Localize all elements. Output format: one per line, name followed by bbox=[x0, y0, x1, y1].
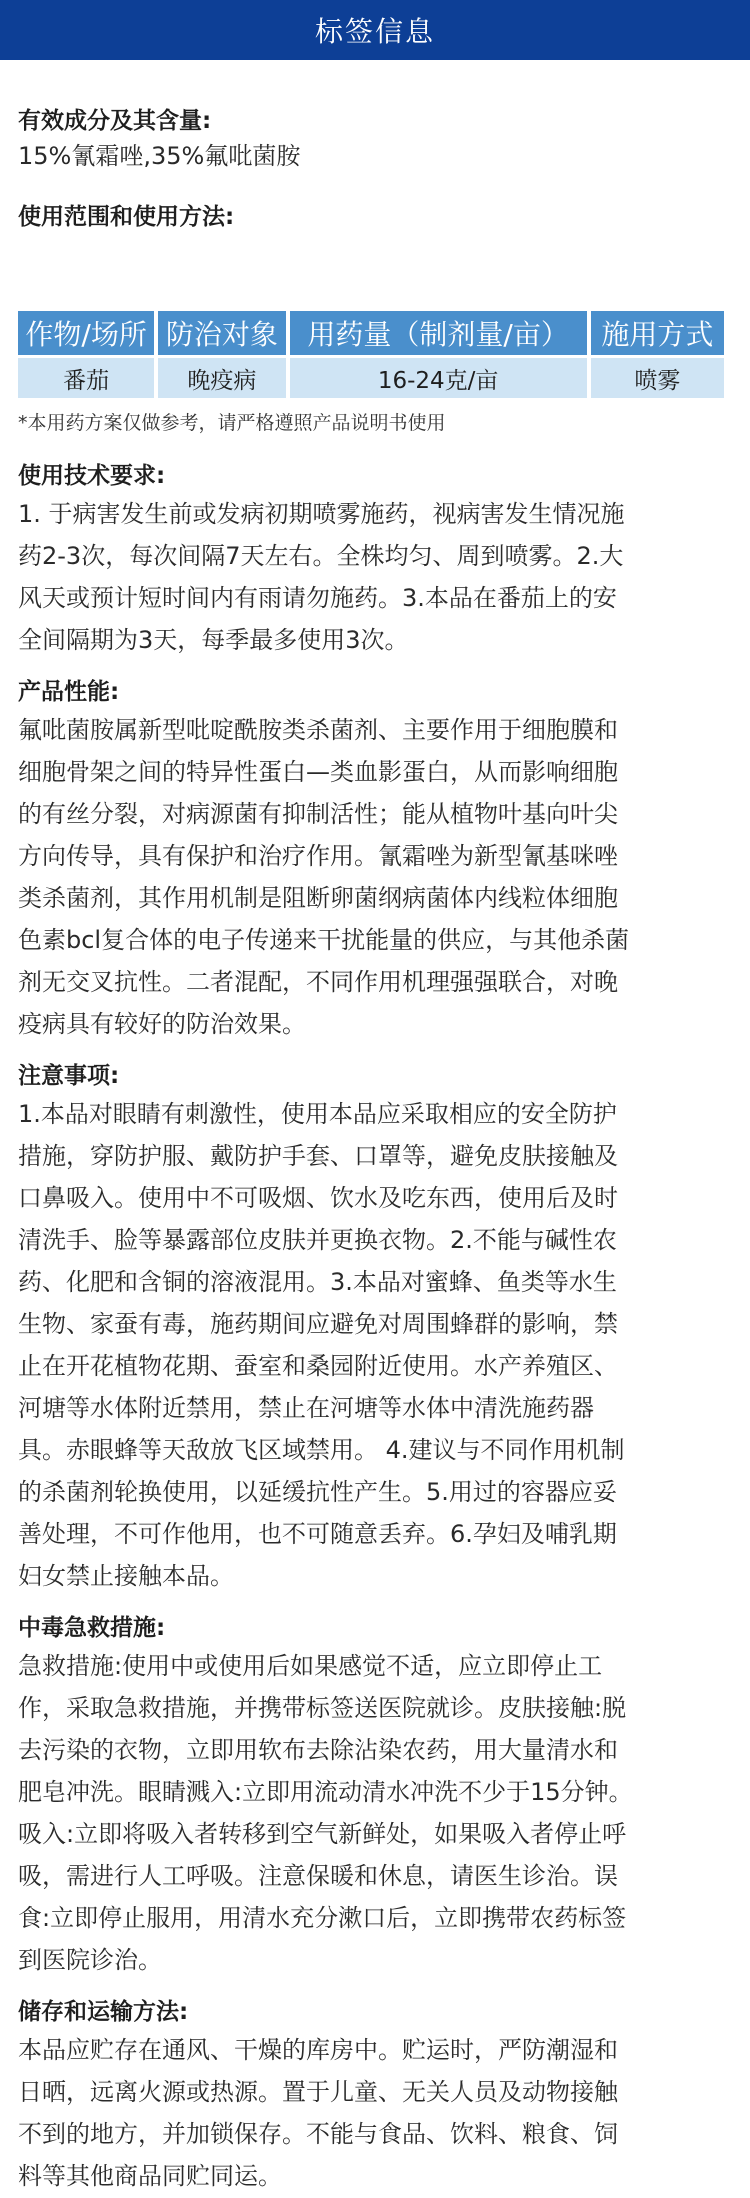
first-aid-title: 中毒急救措施: bbox=[18, 1615, 166, 1641]
first-aid-text bbox=[18, 1645, 732, 1981]
text-line: 具。赤眼蜂等天敌放飞区域禁用。 4.建议与不同作用机制 bbox=[18, 1436, 625, 1464]
text-line: 吸入:立即将吸入者转移到空气新鲜处，如果吸入者停止呼 bbox=[18, 1820, 627, 1848]
text-line: 口鼻吸入。使用中不可吸烟、饮水及吃东西，使用后及时 bbox=[18, 1184, 618, 1212]
technical-section bbox=[18, 459, 732, 661]
text-line: 色素bcl复合体的电子传递来干扰能量的供应，与其他杀菌 bbox=[18, 926, 630, 954]
usage-note: *本用药方案仅做参考，请严格遵照产品说明书使用 bbox=[18, 412, 446, 434]
text-line: 不到的地方，并加锁保存。不能与食品、饮料、粮食、饲 bbox=[18, 2120, 618, 2148]
text-line: 去污染的衣物，立即用软布去除沾染农药，用大量清水和 bbox=[18, 1736, 618, 1764]
text-line: 作，采取急救措施，并携带标签送医院就诊。皮肤接触:脱 bbox=[18, 1694, 627, 1722]
cell-dosage: 16-24克/亩 bbox=[290, 358, 587, 398]
dosage-table-header-row bbox=[18, 311, 724, 355]
performance-section bbox=[18, 675, 732, 1045]
text-line: 妇女禁止接触本品。 bbox=[18, 1562, 234, 1590]
page-title: 标签信息 bbox=[314, 15, 435, 48]
text-line: 措施，穿防护服、戴防护手套、口罩等，避免皮肤接触及 bbox=[18, 1142, 618, 1170]
label-content bbox=[0, 104, 750, 2197]
text-line: 类杀菌剂，其作用机制是阻断卵菌纲病菌体内线粒体细胞 bbox=[18, 884, 618, 912]
usage-section bbox=[18, 200, 732, 437]
text-line: 的杀菌剂轮换使用，以延缓抗性产生。5.用过的容器应妥 bbox=[18, 1478, 617, 1506]
text-line: 1. 于病害发生前或发病初期喷雾施药，视病害发生情况施 bbox=[18, 500, 625, 528]
cell-target: 晚疫病 bbox=[158, 358, 285, 398]
text-line: 细胞骨架之间的特异性蛋白—类血影蛋白，从而影响细胞 bbox=[18, 758, 618, 786]
text-line: 善处理，不可作他用，也不可随意丢弃。6.孕妇及哺乳期 bbox=[18, 1520, 617, 1548]
technical-title: 使用技术要求: bbox=[18, 463, 166, 489]
text-line: 方向传导，具有保护和治疗作用。氰霜唑为新型氰基咪唑 bbox=[18, 842, 618, 870]
text-line: 1.本品对眼睛有刺激性，使用本品应采取相应的安全防护 bbox=[18, 1100, 617, 1128]
technical-text bbox=[18, 493, 732, 661]
text-line: 河塘等水体附近禁用，禁止在河塘等水体中清洗施药器 bbox=[18, 1394, 594, 1422]
text-line: 吸，需进行人工呼吸。注意保暖和休息，请医生诊治。误 bbox=[18, 1862, 618, 1890]
cell-crop: 番茄 bbox=[18, 358, 154, 398]
text-line: 氟吡菌胺属新型吡啶酰胺类杀菌剂、主要作用于细胞膜和 bbox=[18, 716, 618, 744]
text-line: 生物、家蚕有毒，施药期间应避免对周围蜂群的影响，禁 bbox=[18, 1310, 618, 1338]
text-line: 的有丝分裂，对病源菌有抑制活性；能从植物叶基向叶尖 bbox=[18, 800, 618, 828]
cell-method: 喷雾 bbox=[591, 358, 724, 398]
page-header bbox=[0, 0, 750, 60]
text-line: 药、化肥和含铜的溶液混用。3.本品对蜜蜂、鱼类等水生 bbox=[18, 1268, 617, 1296]
text-line: 剂无交叉抗性。二者混配，不同作用机理强强联合，对晚 bbox=[18, 968, 618, 996]
text-line: 风天或预计短时间内有雨请勿施药。3.本品在番茄上的安 bbox=[18, 584, 617, 612]
column-header-crop: 作物/场所 bbox=[18, 311, 154, 355]
usage-title: 使用范围和使用方法: bbox=[18, 204, 235, 230]
storage-title: 储存和运输方法: bbox=[18, 1999, 189, 2025]
precautions-title: 注意事项: bbox=[18, 1063, 120, 1089]
ingredients-title: 有效成分及其含量: bbox=[18, 108, 212, 134]
precautions-section bbox=[18, 1059, 732, 1597]
text-line: 全间隔期为3天，每季最多使用3次。 bbox=[18, 626, 409, 654]
ingredients-text: 15%氰霜唑,35%氟吡菌胺 bbox=[18, 142, 301, 170]
text-line: 药2-3次，每次间隔7天左右。全株均匀、周到喷雾。2.大 bbox=[18, 542, 624, 570]
performance-title: 产品性能: bbox=[18, 679, 120, 705]
column-header-method: 施用方式 bbox=[591, 311, 724, 355]
storage-text bbox=[18, 2029, 732, 2197]
first-aid-section bbox=[18, 1611, 732, 1981]
dosage-table bbox=[14, 308, 728, 401]
precautions-text bbox=[18, 1093, 732, 1597]
text-line: 食:立即停止服用，用清水充分漱口后，立即携带农药标签 bbox=[18, 1904, 627, 1932]
text-line: 到医院诊治。 bbox=[18, 1946, 162, 1974]
text-line: 料等其他商品同贮同运。 bbox=[18, 2162, 282, 2190]
ingredients-section bbox=[18, 104, 732, 174]
text-line: 止在开花植物花期、蚕室和桑园附近使用。水产养殖区、 bbox=[18, 1352, 618, 1380]
text-line: 清洗手、脸等暴露部位皮肤并更换衣物。2.不能与碱性农 bbox=[18, 1226, 617, 1254]
column-header-dosage: 用药量（制剂量/亩） bbox=[290, 311, 587, 355]
text-line: 本品应贮存在通风、干燥的库房中。贮运时，严防潮湿和 bbox=[18, 2036, 618, 2064]
text-line: 疫病具有较好的防治效果。 bbox=[18, 1010, 306, 1038]
performance-text bbox=[18, 709, 732, 1045]
column-header-target: 防治对象 bbox=[158, 311, 285, 355]
text-line: 肥皂冲洗。眼睛溅入:立即用流动清水冲洗不少于15分钟。 bbox=[18, 1778, 633, 1806]
storage-section bbox=[18, 1995, 732, 2197]
text-line: 日晒，远离火源或热源。置于儿童、无关人员及动物接触 bbox=[18, 2078, 618, 2106]
text-line: 急救措施:使用中或使用后如果感觉不适，应立即停止工 bbox=[18, 1652, 603, 1680]
table-row bbox=[18, 358, 724, 398]
